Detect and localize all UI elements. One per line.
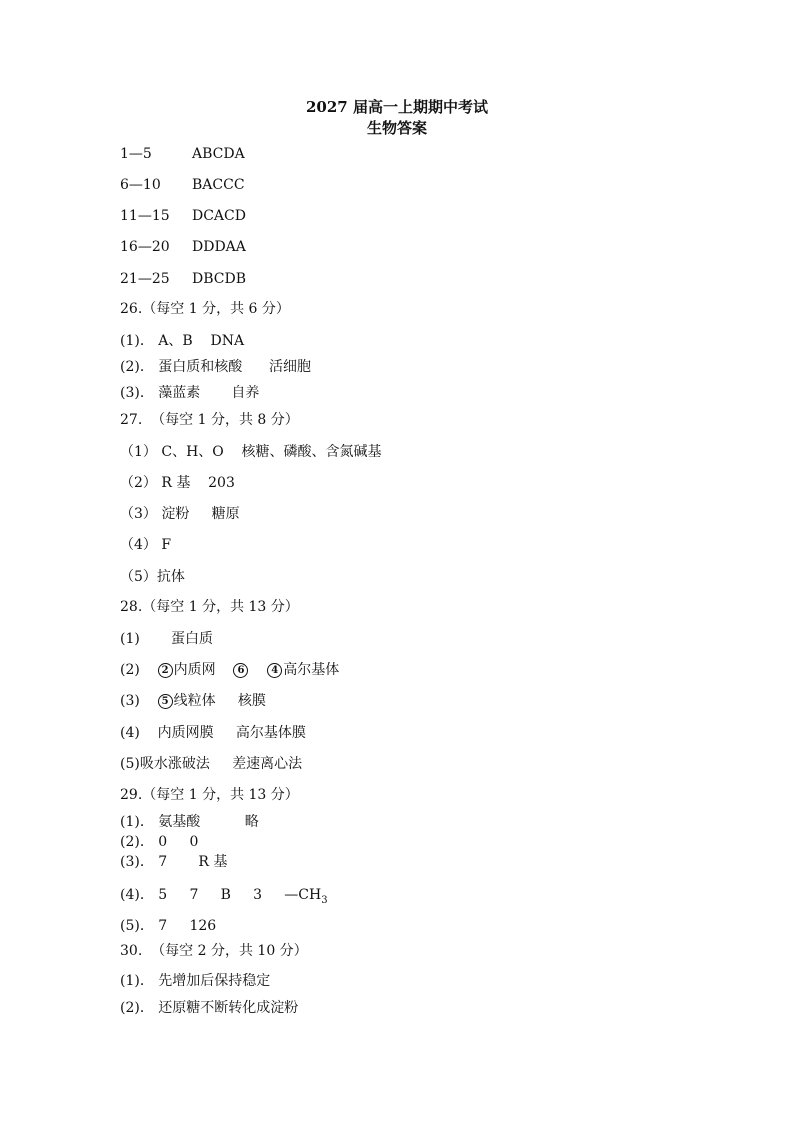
choice-row [120, 145, 245, 163]
choice-answers: ABCDA [192, 146, 245, 162]
choice-answers: DDDAA [192, 239, 246, 255]
choice-range: 11—15 [120, 208, 170, 224]
choice-answers: BACCC [192, 177, 245, 193]
q28-answer-3: (3) 5 线粒体 核膜 [120, 693, 266, 709]
q27-heading: 27. （每空 1 分，共 8 分） [120, 412, 299, 428]
q28-answer-4: (4) 内质网膜 高尔基体膜 [120, 725, 306, 741]
q26-answer-1: (1)． A、B DNA [120, 333, 245, 349]
q29-answer-3: (3)． 7 R 基 [120, 854, 228, 870]
circled-number-5: 5 [158, 694, 173, 709]
circled-number-2: 2 [158, 663, 173, 678]
choice-answers: DCACD [192, 208, 246, 224]
choice-range: 6—10 [120, 177, 161, 193]
circled-number-4: 4 [267, 663, 282, 678]
choice-row [120, 207, 246, 225]
q30-answer-1: (1)． 先增加后保持稳定 [120, 973, 271, 989]
choice-range: 21—25 [120, 271, 170, 287]
q26-heading: 26.（每空 1 分，共 6 分） [120, 301, 290, 317]
q29-answer-4: (4)． 5 7 B 3 $—CH_3$ [120, 887, 328, 906]
q29-answer-5: (5)． 7 126 [120, 918, 217, 934]
q28-answer-5: (5)吸水涨破法 差速离心法 [120, 756, 303, 772]
q28-heading: 28.（每空 1 分，共 13 分） [120, 599, 299, 615]
page-subtitle: 生物答案 [366, 119, 427, 137]
page-title: 2027 届高一上期期中考试 [306, 98, 488, 116]
choice-range: 16—20 [120, 239, 170, 255]
choice-answers: DBCDB [192, 271, 246, 287]
choice-row [120, 238, 246, 256]
q27-answer-4: （4） F [120, 537, 172, 553]
choice-range: 1—5 [120, 146, 152, 162]
q26-answer-3: (3)． 藻蓝素 自养 [120, 385, 260, 401]
choice-row [120, 176, 245, 194]
q30-answer-2: (2)． 还原糖不断转化成淀粉 [120, 1000, 299, 1016]
q30-heading: 30. （每空 2 分，共 10 分） [120, 943, 308, 959]
q28-answer-1: (1) 蛋白质 [120, 631, 213, 647]
q29-answer-2: (2)． 0 0 [120, 834, 199, 850]
q26-answer-2: (2)． 蛋白质和核酸 活细胞 [120, 359, 311, 375]
q29-answer-1: (1)． 氨基酸 略 [120, 814, 259, 830]
choice-row [120, 270, 246, 288]
circled-number-6: 6 [233, 663, 248, 678]
q27-answer-2: （2） R 基 203 [120, 475, 235, 491]
q27-answer-3: （3） 淀粉 糖原 [120, 506, 240, 522]
q27-answer-1: （1） C、H、O 核糖、磷酸、含氮碱基 [120, 444, 382, 460]
q29-heading: 29.（每空 1 分，共 13 分） [120, 787, 299, 803]
q28-answer-2: (2) 2 内质网 6 4 高尔基体 [120, 662, 340, 678]
q27-answer-5: （5）抗体 [120, 569, 185, 585]
subscript-3: 3 [321, 894, 328, 906]
